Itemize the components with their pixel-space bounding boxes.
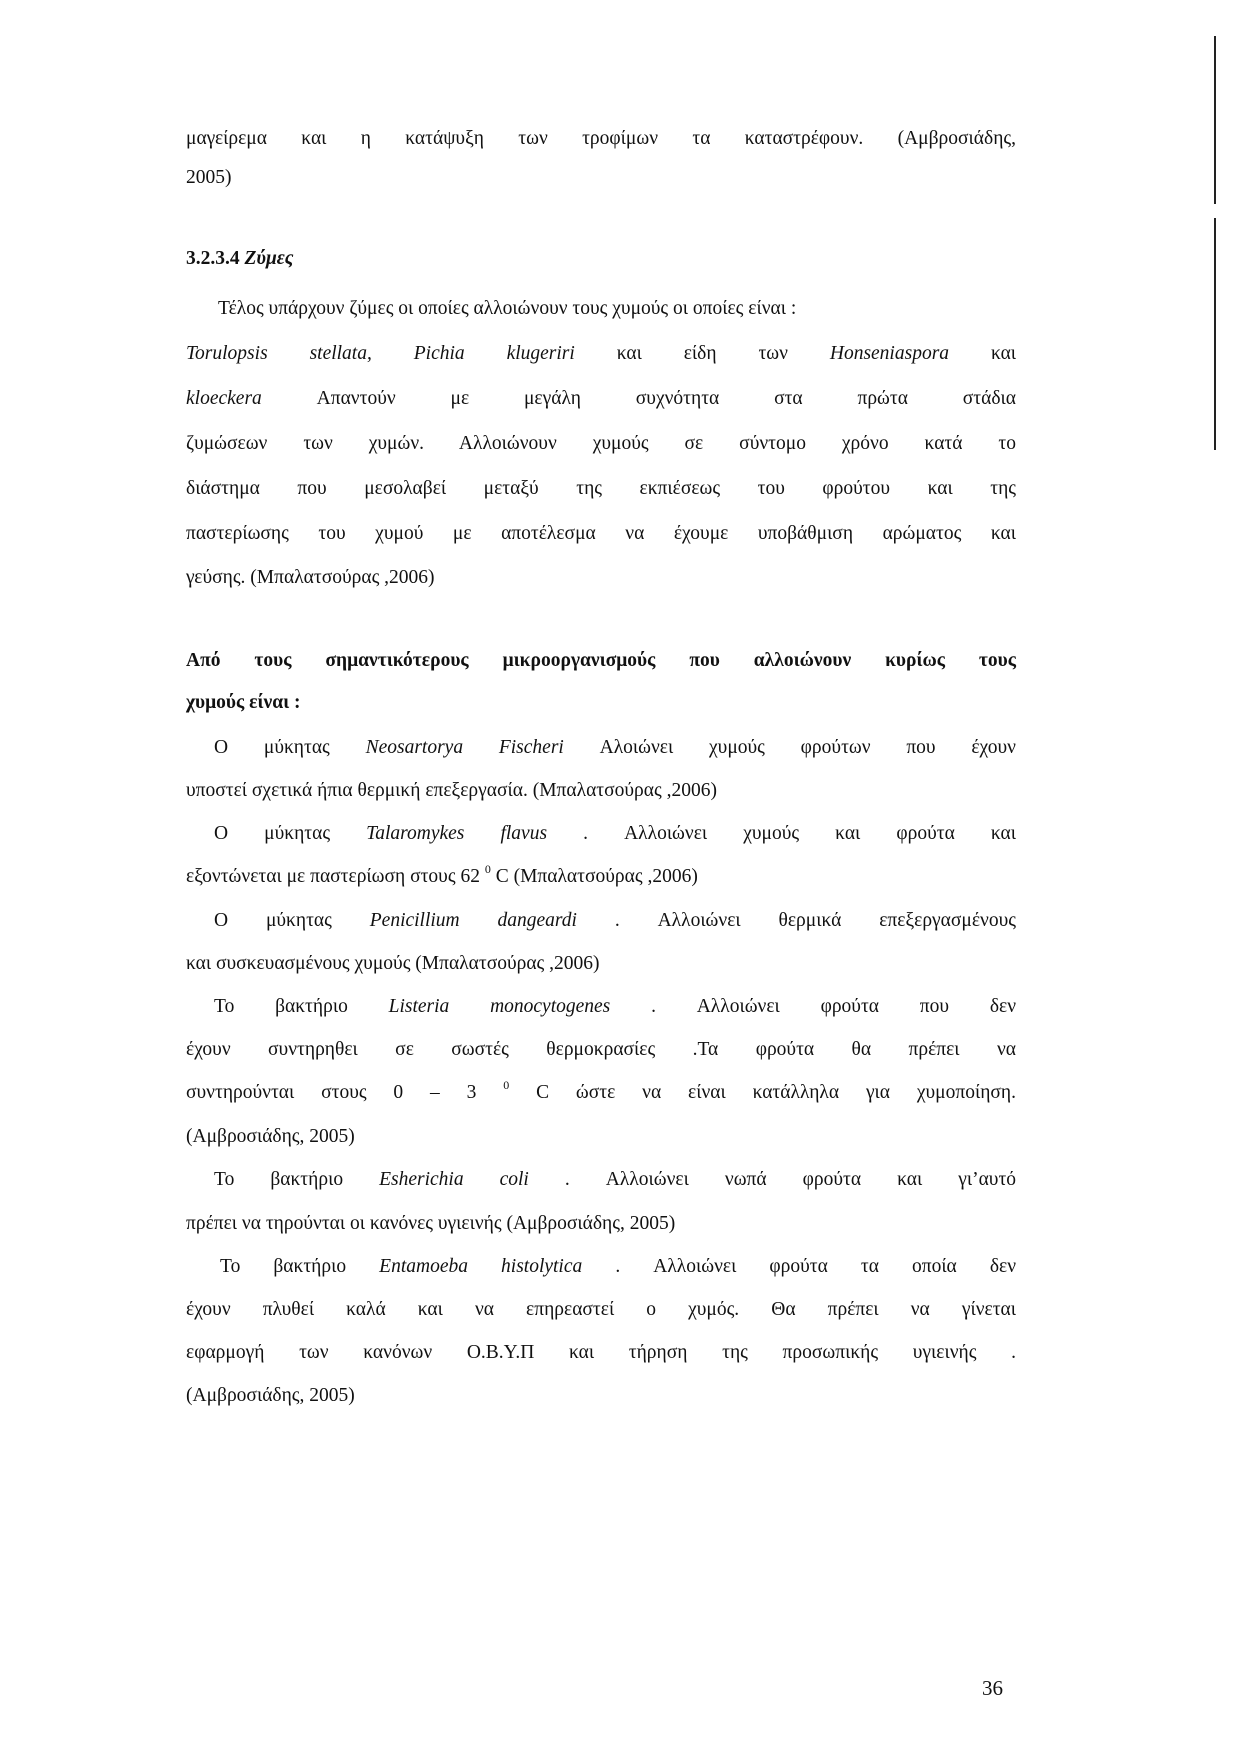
bold-line: Από τους σημαντικότερους μικροοργανισμούς που αλλοιώνουν κυρίως τους [186, 650, 1016, 671]
text-line: Ο μύκητας Neosartorya Fischeri Αλοιώνει χυμούς φρούτων που έχουν [214, 737, 1017, 758]
text-line: εφαρμογή των κανόνων Ο.Β.Υ.Π και τήρηση της προσωπικής υγιεινής . [186, 1342, 1016, 1363]
text-line: 2005) [186, 167, 232, 188]
text-line: Torulopsis stellata, Pichia klugeriri και είδη των Honseniaspora και [186, 343, 1017, 364]
text-line: έχουν συντηρηθει σε σωστές θερμοκρασίες .Τα φρούτα θα πρέπει να [186, 1039, 1016, 1060]
page-number: 36 [982, 1676, 1003, 1700]
text-line: διάστημα που μεσολαβεί μεταξύ της εκπιέσεως του φρούτου και της [186, 478, 1016, 499]
text-line: συντηρούνται στους 0 – 3 $^0$ C ώστε να είναι κατάλληλα για χυμοποίηση. [186, 1078, 1016, 1103]
scan-edge-line [1214, 218, 1216, 450]
text-line: γεύσης. (Μπαλατσούρας ,2006) [186, 567, 435, 588]
text-line: kloeckera Απαντούν με μεγάλη συχνότητα στα πρώτα στάδια [186, 388, 1017, 409]
text-line: Ο μύκητας Penicillium dangeardi . Αλλοιώνει θερμικά επεξεργασμένους [214, 910, 1016, 931]
text-line: μαγείρεμα και η κατάψυξη των τροφίμων τα καταστρέφουν. (Αμβροσιάδης, [186, 128, 1016, 149]
bold-line: χυμούς είναι : [186, 692, 301, 713]
text-line: Τέλος υπάρχουν ζύμες οι οποίες αλλοιώνουν τους χυμούς οι οποίες είναι : [218, 298, 797, 319]
scan-edge-line [1214, 36, 1216, 204]
text-line: υποστεί σχετικά ήπια θερμική επεξεργασία. (Μπαλατσούρας ,2006) [186, 780, 717, 801]
text-line: πρέπει να τηρούνται οι κανόνες υγιεινής (Αμβροσιάδης, 2005) [186, 1213, 676, 1234]
text-line: Το βακτήριο Esherichia coli . Αλλοιώνει νωπά φρούτα και γι’αυτό [214, 1169, 1017, 1190]
section-title: Ζύμες [244, 248, 294, 269]
text-line: (Αμβροσιάδης, 2005) [186, 1126, 355, 1147]
text-line: ζυμώσεων των χυμών. Αλλοιώνουν χυμούς σε σύντομο χρόνο κατά το [186, 433, 1016, 454]
text-line: εξοντώνεται με παστερίωση στους 62 $^0$ C (Μπαλατσούρας ,2006) [186, 862, 698, 887]
text-line: και συσκευασμένους χυμούς (Μπαλατσούρας ,2006) [186, 953, 600, 974]
text-line: Ο μύκητας Talaromykes flavus . Αλλοιώνει χυμούς και φρούτα και [214, 823, 1017, 844]
section-number: 3.2.3.4 [186, 248, 240, 269]
text-line: παστερίωσης του χυμού με αποτέλεσμα να έχουμε υποβάθμιση αρώματος και [186, 523, 1016, 544]
section-heading [186, 246, 1016, 272]
text-line: Το βακτήριο Listeria monocytogenes . Αλλοιώνει φρούτα που δεν [214, 996, 1017, 1017]
text-line: έχουν πλυθεί καλά και να επηρεαστεί ο χυμός. Θα πρέπει να γίνεται [186, 1299, 1016, 1320]
text-line: Το βακτήριο Entamoeba histolytica . Αλλοιώνει φρούτα τα οποία δεν [220, 1256, 1017, 1277]
text-line: (Αμβροσιάδης, 2005) [186, 1385, 355, 1406]
